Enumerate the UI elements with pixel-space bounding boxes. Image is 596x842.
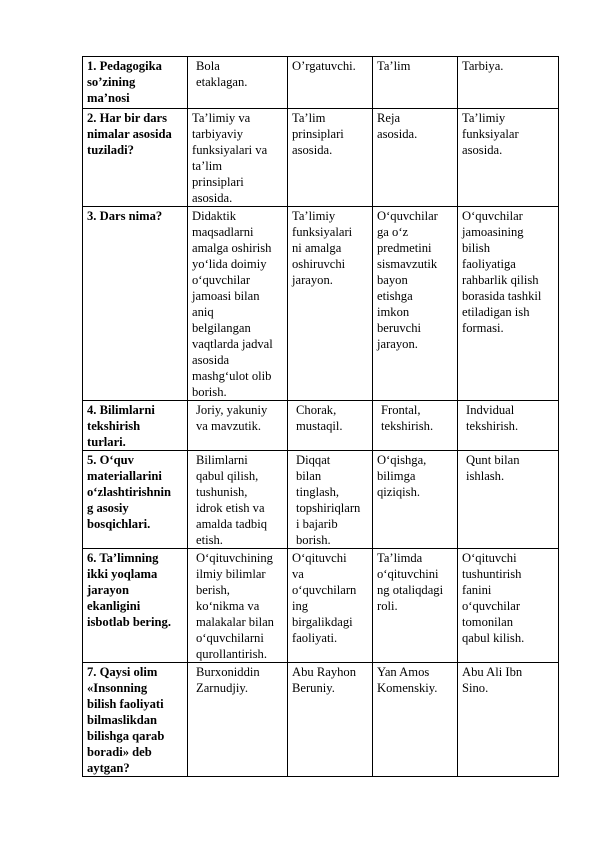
- option-cell: O‘qituvchining ilmiy bilimlar berish, ko‘nikma va malakalar bilan o‘quvchilarni qurollantirish.: [188, 549, 288, 663]
- quiz-table: [82, 56, 559, 777]
- option-cell: Qunt bilan ishlash.: [458, 451, 559, 549]
- option-cell: Frontal, tekshirish.: [373, 401, 458, 451]
- option-cell: Abu Ali Ibn Sino.: [458, 663, 559, 777]
- option-cell: Ta’lim prinsiplari asosida.: [288, 109, 373, 207]
- option-cell: Ta’limiy funksiyalari ni amalga oshiruvchi jarayon.: [288, 207, 373, 401]
- question-cell: 2. Har bir dars nimalar asosida tuziladi?: [83, 109, 188, 207]
- option-cell: Bola etaklagan.: [188, 57, 288, 109]
- option-cell: Bilimlarni qabul qilish, tushunish, idrok etish va amalda tadbiq etish.: [188, 451, 288, 549]
- option-cell: O‘quvchilar jamoasining bilish faoliyatiga rahbarlik qilish borasida tashkil etiladigan ish formasi.: [458, 207, 559, 401]
- option-cell: Chorak, mustaqil.: [288, 401, 373, 451]
- option-cell: O‘qituvchi va o‘quvchilarn ing birgalikdagi faoliyati.: [288, 549, 373, 663]
- option-cell: Joriy, yakuniy va mavzutik.: [188, 401, 288, 451]
- option-cell: Diqqat bilan tinglash, topshiriqlarn i bajarib borish.: [288, 451, 373, 549]
- question-cell: 3. Dars nima?: [83, 207, 188, 401]
- option-cell: O‘qishga, bilimga qiziqish.: [373, 451, 458, 549]
- table-row: [83, 109, 559, 207]
- question-cell: 6. Ta’limning ikki yoqlama jarayon ekanligini isbotlab bering.: [83, 549, 188, 663]
- table-row: [83, 57, 559, 109]
- option-cell: Ta’lim: [373, 57, 458, 109]
- table-row: [83, 451, 559, 549]
- option-cell: Ta’limiy funksiyalar asosida.: [458, 109, 559, 207]
- option-cell: Yan Amos Komenskiy.: [373, 663, 458, 777]
- table-row: [83, 401, 559, 451]
- option-cell: Indvidual tekshirish.: [458, 401, 559, 451]
- option-cell: Tarbiya.: [458, 57, 559, 109]
- table-row: [83, 549, 559, 663]
- option-cell: Ta’limda o‘qituvchini ng otaliqdagi roli.: [373, 549, 458, 663]
- question-cell: 7. Qaysi olim «Insonning bilish faoliyati bilmaslikdan bilishga qarab boradi» deb aytgan?: [83, 663, 188, 777]
- option-cell: O‘qituvchi tushuntirish fanini o‘quvchilar tomonilan qabul kilish.: [458, 549, 559, 663]
- option-cell: O’rgatuvchi.: [288, 57, 373, 109]
- option-cell: Burxoniddin Zarnudjiy.: [188, 663, 288, 777]
- option-cell: Reja asosida.: [373, 109, 458, 207]
- option-cell: Didaktik maqsadlarni amalga oshirish yo‘lida doimiy o‘quvchilar jamoasi bilan aniq belgilangan vaqtlarda jadval asosida mashg‘ulot olib borish.: [188, 207, 288, 401]
- option-cell: Abu Rayhon Beruniy.: [288, 663, 373, 777]
- option-cell: O‘quvchilar ga o‘z predmetini sismavzutik bayon etishga imkon beruvchi jarayon.: [373, 207, 458, 401]
- option-cell: Ta’limiy va tarbiyaviy funksiyalari va ta’lim prinsiplari asosida.: [188, 109, 288, 207]
- question-cell: 5. O‘quv materiallarini o‘zlashtirishnin g asosiy bosqichlari.: [83, 451, 188, 549]
- table-row: [83, 663, 559, 777]
- table-row: [83, 207, 559, 401]
- question-cell: 4. Bilimlarni tekshirish turlari.: [83, 401, 188, 451]
- question-cell: 1. Pedagogika so’zining ma’nosi: [83, 57, 188, 109]
